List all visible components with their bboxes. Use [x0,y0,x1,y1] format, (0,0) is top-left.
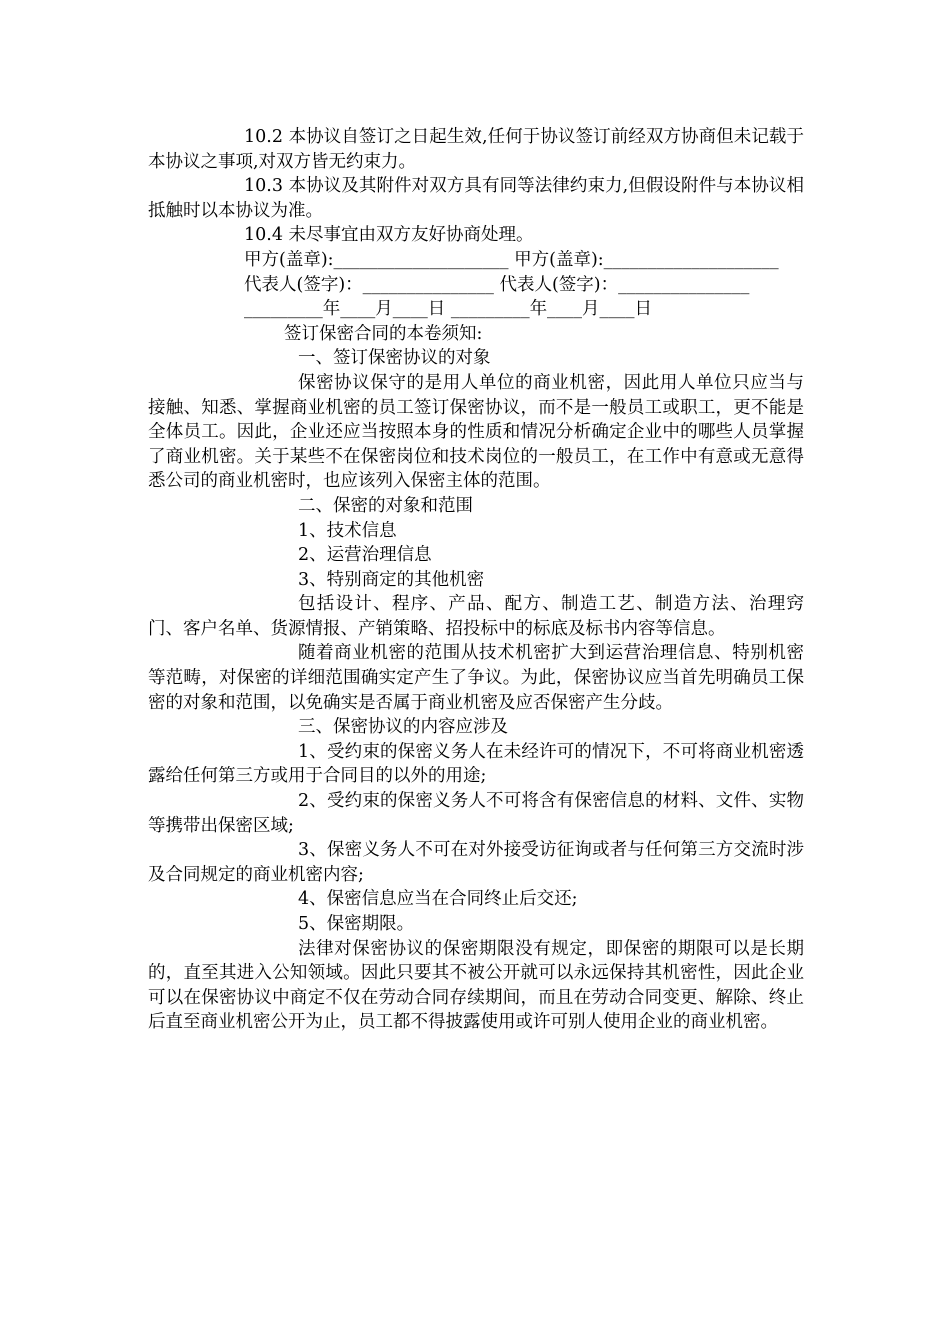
list-item: 1、技术信息 [298,520,397,541]
clause-10-2: 10.2 本协议自签订之日起生效,任何于协议签订前经双方协商但未记载于本协议之事项,对双方皆无约束力。 [148,127,804,172]
signature-date-line: _________年____月____日 _________年____月____日 [244,299,653,320]
section-2-paragraph: 随着商业机密的范围从技术机密扩大到运营治理信息、特别机密等范畴，对保密的详细范围确实定产生了争议。为此，保密协议应当首先明确员工保密的对象和范围，以免确实是否属于商业机密及应否保密产生分歧。 [148,643,804,713]
clause-10-3: 10.3 本协议及其附件对双方具有同等法律约束力,但假设附件与本协议相抵触时以本协议为准。 [148,176,804,221]
section-3-paragraph: 法律对保密协议的保密期限没有规定，即保密的期限可以是长期的，直至其进入公知领域。因此只要其不被公开就可以永远保持其机密性，因此企业可以在保密协议中商定不仅在劳动合同存续期间，而且在劳动合同变更、解除、终止后直至商业机密公开为止，员工都不得披露使用或许可别人使用企业的商业机密。 [148,938,804,1033]
section-1-paragraph: 保密协议保守的是用人单位的商业机密，因此用人单位只应当与接触、知悉、掌握商业机密的员工签订保密协议，而不是一般员工或职工，更不能是全体员工。因此，企业还应当按照本身的性质和情况分析确定企业中的哪些人员掌握了商业机密。关于某些不在保密岗位和技术岗位的一般员工，在工作中有意或无意得悉公司的商业机密时，也应该列入保密主体的范围。 [148,372,804,492]
list-item: 2、运营治理信息 [298,545,432,566]
signature-rep-line: 代表人(签字)：_______________ 代表人(签字)：_______________ [244,274,750,295]
section-heading-1: 一、签订保密协议的对象 [298,348,491,369]
section-2-paragraph: 包括设计、程序、产品、配方、制造工艺、制造方法、治理窍门、客户名单、货源情报、产销策略、招投标中的标底及标书内容等信息。 [148,594,804,639]
section-heading-3: 三、保密协议的内容应涉及 [298,717,508,738]
list-item: 5、保密期限。 [298,914,415,934]
list-item: 4、保密信息应当在合同终止后交还; [298,889,578,910]
list-item: 1、受约束的保密义务人在未经许可的情况下，不可将商业机密透露给任何第三方或用于合同目的以外的用途; [148,741,804,787]
list-item: 2、受约束的保密义务人不可将含有保密信息的材料、文件、实物等携带出保密区域; [148,791,804,836]
section-heading-2: 二、保密的对象和范围 [298,495,473,516]
document-page [148,125,804,1035]
clause-10-4: 10.4 未尽事宜由双方友好协商处理。 [244,225,534,246]
signature-party-line: 甲方(盖章):____________________ 甲方(盖章):____________________ [244,249,779,270]
notice-title: 签订保密合同的本卷须知: [284,323,483,344]
list-item: 3、保密义务人不可在对外接受访征询或者与任何第三方交流时涉及合同规定的商业机密内容; [148,840,804,885]
list-item: 3、特别商定的其他机密 [298,569,485,590]
